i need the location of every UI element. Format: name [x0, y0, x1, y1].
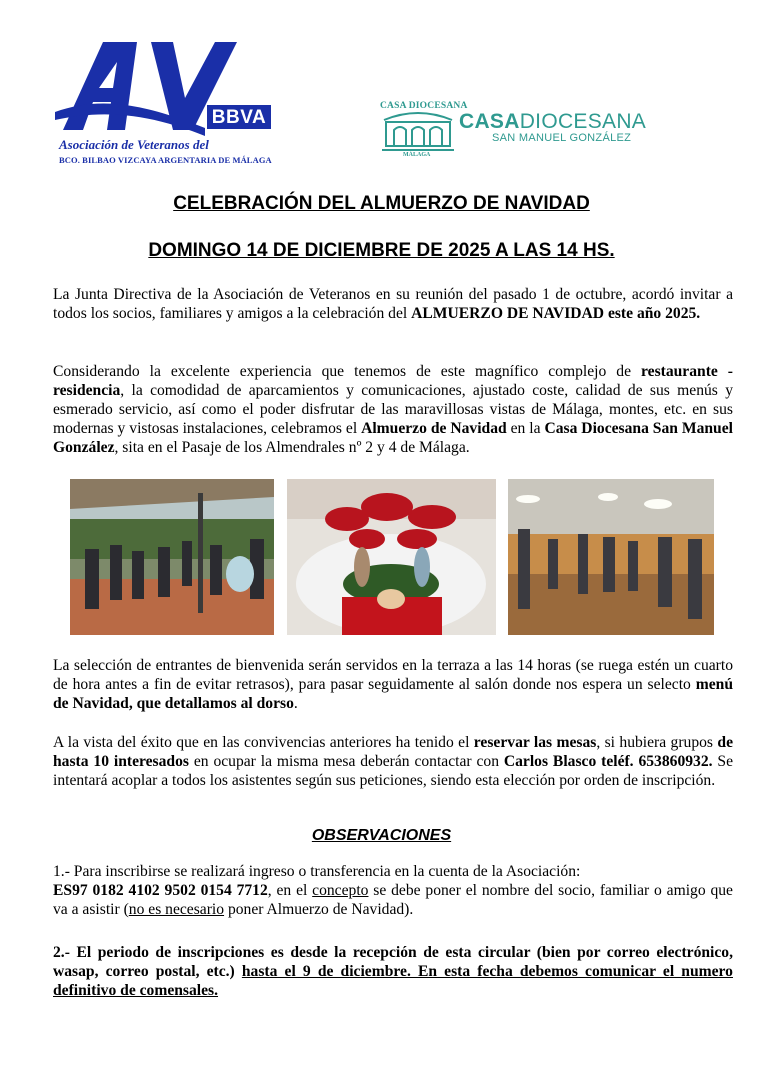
casa-logo-name: CASADIOCESANA: [459, 110, 647, 133]
deadline-paragraph: 2.- El periodo de inscripciones es desde la recepción de esta circular (bien por correo electrónico, wasap, correo postal, etc.) hasta el 9 de diciembre. En esta fecha debemos comunicar el numero definitivo de comensales.: [53, 944, 733, 999]
casa-logo-city: MÁLAGA: [403, 152, 431, 158]
event-date-title: DOMINGO 14 DE DICIEMBRE DE 2025 A LAS 14 HS.: [148, 240, 615, 261]
dance-hall-photo: [508, 479, 714, 635]
terrace-photo: [70, 479, 274, 635]
observations-heading: OBSERVACIONES: [311, 827, 452, 844]
menu-paragraph: La selección de entrantes de bienvenida serán servidos en la terraza a las 14 horas (se ruega estén un cuarto de hora antes a fin de evitar retrasos), para pasar seguidamente al salón donde nos espera un selecto menú de Navidad, que detallamos al dorso.: [53, 657, 733, 712]
casa-logo-subtitle: SAN MANUEL GONZÁLEZ: [492, 132, 632, 144]
poinsettia-nativity-photo: [287, 479, 496, 635]
bbva-caption-line1: Asociación de Veteranos del: [59, 137, 209, 152]
venue-paragraph: Considerando la excelente experiencia que tenemos de este magnífico complejo de restaurante - residencia, la comodidad de aparcamientos y comunicaciones, ajustado coste, calidad de sus menús y esmerado servicio, así como el poder disfrutar de las maravillosas vistas de Málaga, montes, etc. en sus modernas y vistosas instalaciones, celebramos el Almuerzo de Navidad en la Casa Diocesana San Manuel González, sita en el Pasaje de los Almendrales nº 2 y 4 de Málaga.: [53, 363, 734, 456]
bbva-caption-line2: BCO. BILBAO VIZCAYA ARGENTARIA DE MÁLAGA: [59, 155, 272, 165]
reservation-paragraph: A la vista del éxito que en las convivencias anteriores ha tenido el reservar las mesas, si hubiera grupos de hasta 10 interesados en ocupar la misma mesa deberán contactar con Carlos Blasco teléf. 653860932. Se intentará acoplar a todos los asistentes según sus peticiones, siendo esta elección por orden de inscripción.: [53, 734, 734, 789]
payment-paragraph: 1.- Para inscribirse se realizará ingreso o transferencia en la cuenta de la Asociación: ES97 0182 4102 9502 0154 7712, en el concepto se debe poner el nombre del socio, familiar o amigo que va a asistir (no es necesario poner Almuerzo de Navidad).: [53, 863, 733, 918]
event-title: CELEBRACIÓN DEL ALMUERZO DE NAVIDAD: [173, 193, 590, 214]
casa-logo-small-label: CASA DIOCESANA: [380, 101, 468, 111]
intro-paragraph: La Junta Directiva de la Asociación de Veteranos en su reunión del pasado 1 de octubre, acordó invitar a todos los socios, familiares y amigos a la celebración del ALMUERZO DE NAVIDAD este año 2025.: [53, 286, 733, 322]
bbva-tag: BBVA: [207, 105, 271, 129]
